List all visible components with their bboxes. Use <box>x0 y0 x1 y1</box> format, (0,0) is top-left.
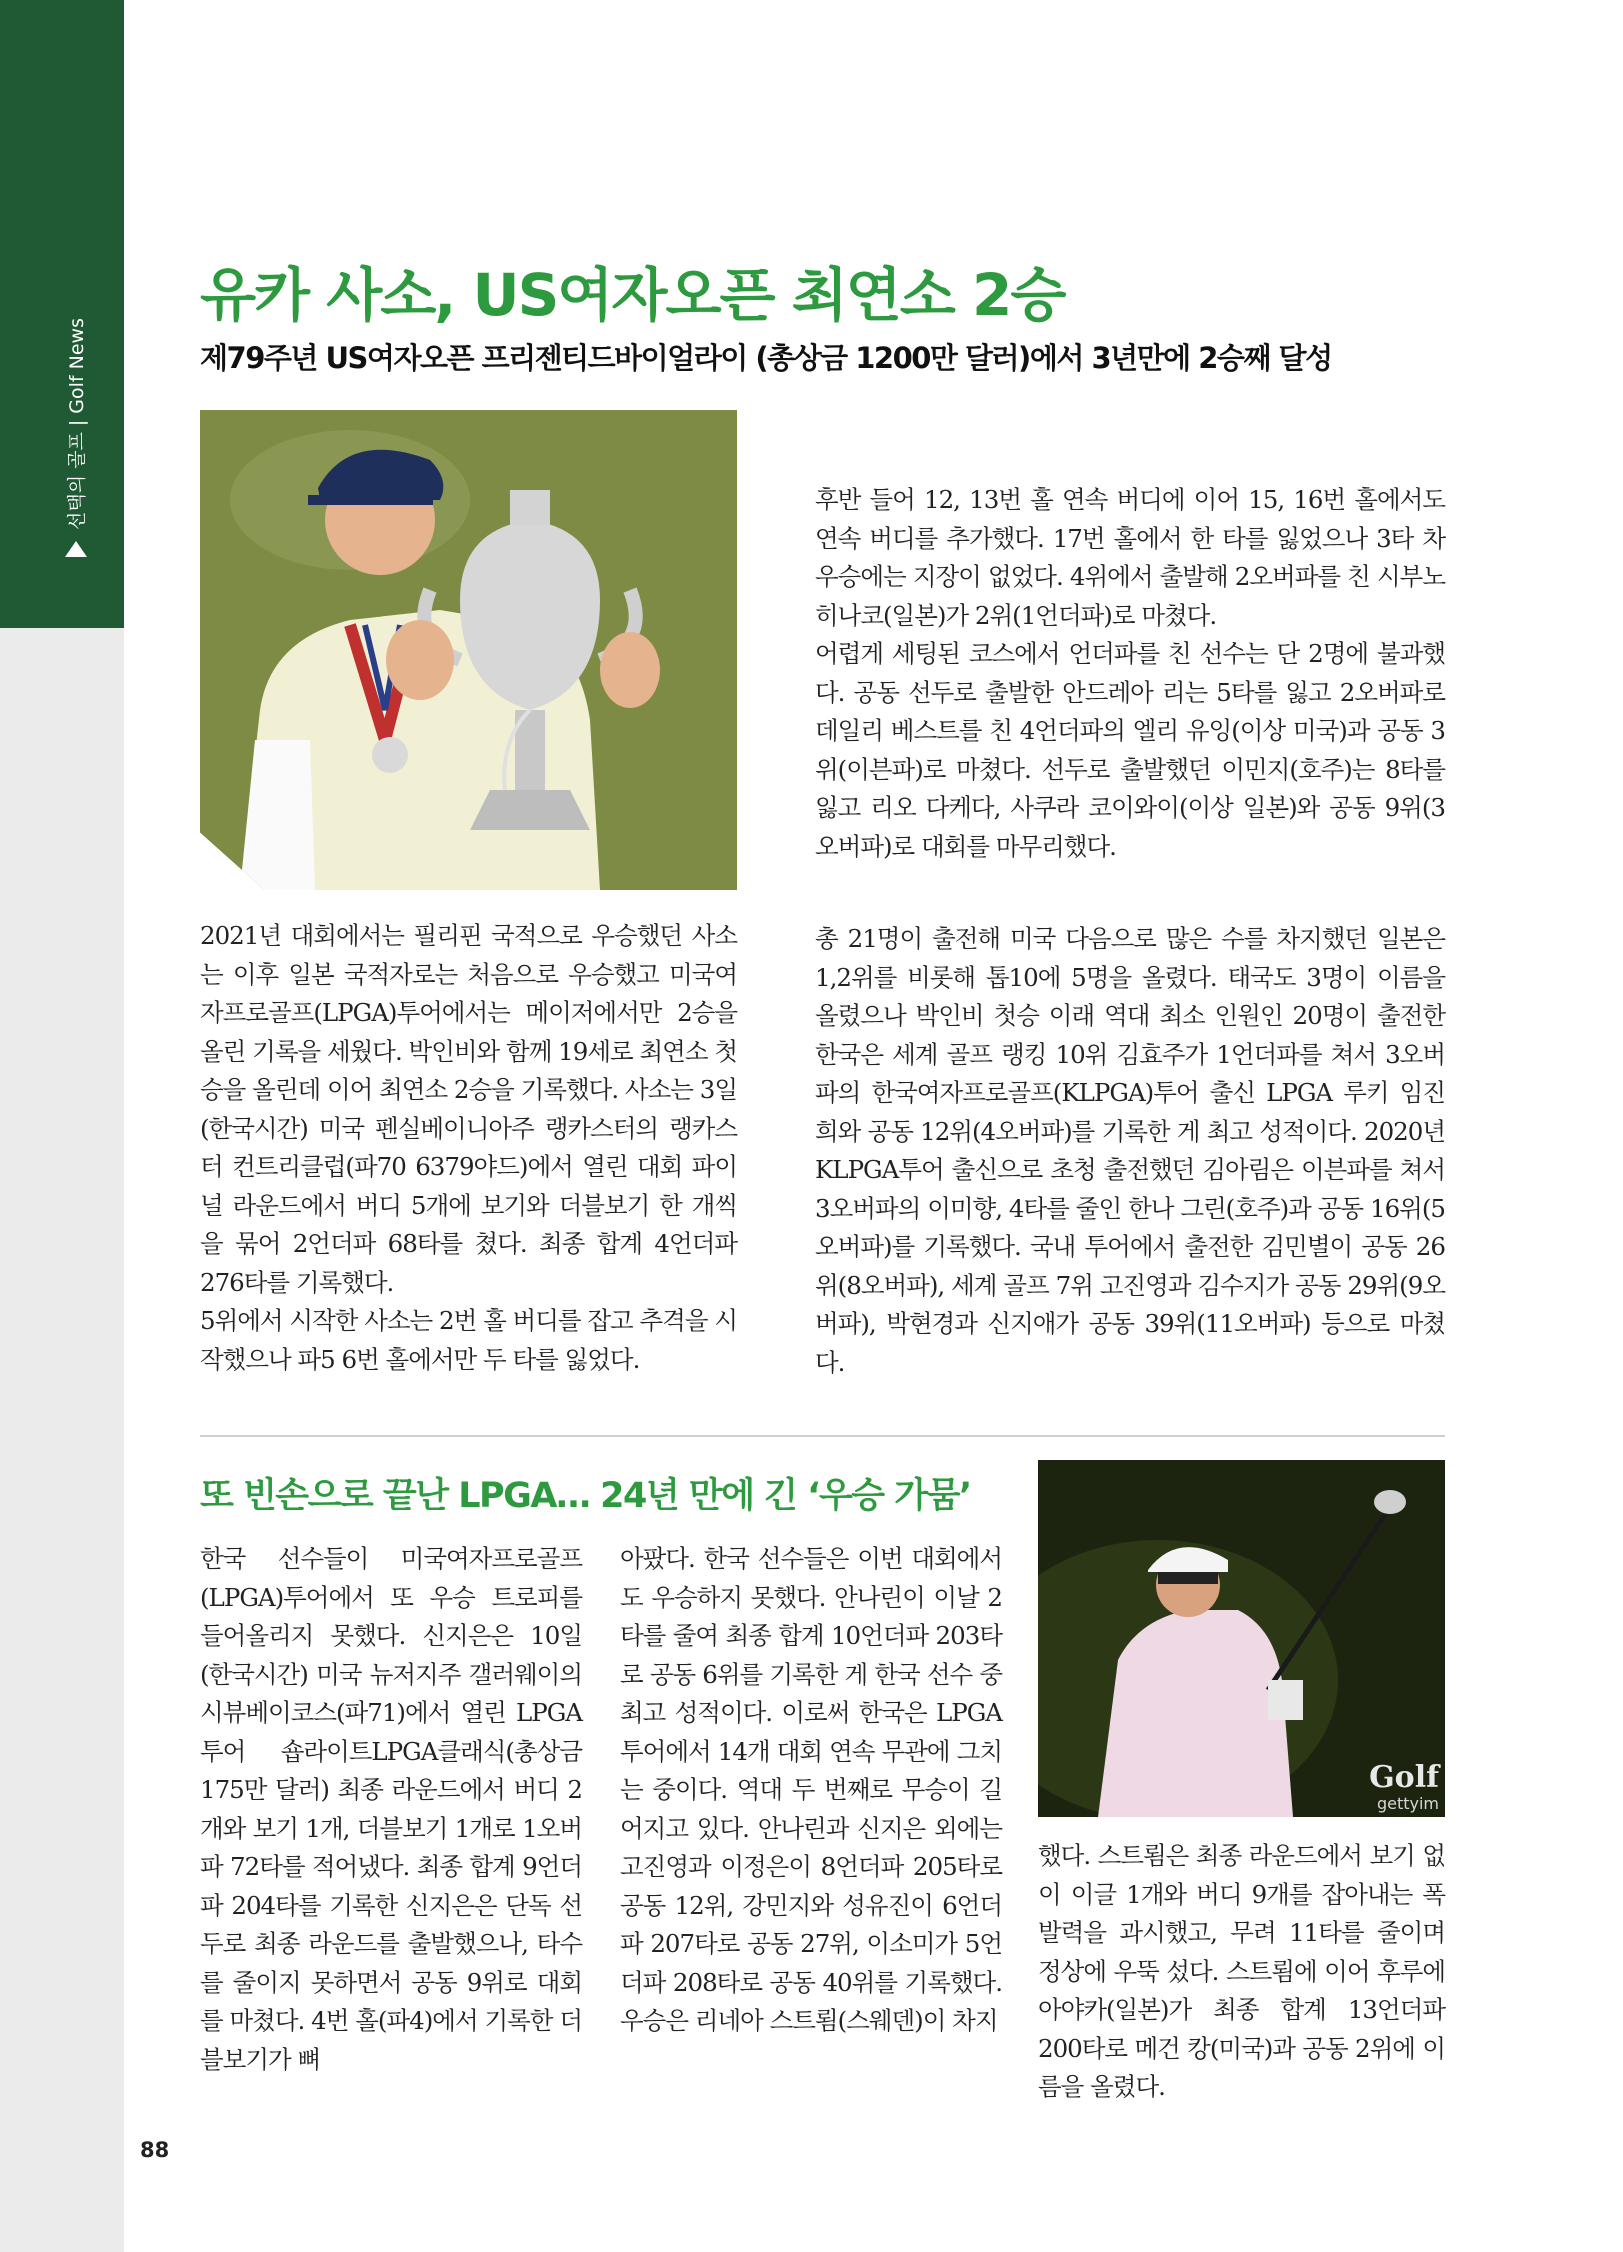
section-label-text: 선택의 골프 | Golf News <box>66 318 88 530</box>
photo-watermark: Golf <box>1369 1760 1439 1795</box>
article1-right-column-1: 후반 들어 12, 13번 홀 연속 버디에 이어 15, 16번 홀에서도 연속 버디를 추가했다. 17번 홀에서 한 타를 잃었으나 3타 차 우승에는 지장이 없었다. 4위에서 출발해 2오버파를 친 시부노 히나코(일본)가 2위(1언더파)로 마쳤다. 어렵게 세팅된 코스에서 언더파를 친 선수는 단 2명에 불과했다. 공동 선두로 출발한 안드레아 리는 5타를 잃고 2오버파로 데일리 베스트를 친 4언더파의 엘리 유잉(이상 미국)과 공동 3위(이븐파)로 마쳤다. 선두로 출발했던 이민지(호주)는 8타를 잃고 리오 다케다, 사쿠라 코이와이(이상 일본)와 공동 9위(3오버파)로 대회를 마무리했다. <box>815 485 1445 861</box>
page-number: 88 <box>140 2138 170 2162</box>
article2-column-b: 아팠다. 한국 선수들은 이번 대회에서도 우승하지 못했다. 안나린이 이날 2타를 줄여 최종 합계 10언더파 203타로 공동 6위를 기록한 게 한국 선수 중 최고 성적이다. 이로써 한국은 LPGA투어에서 14개 대회 연속 무관에 그치는 중이다. 역대 두 번째로 무승이 길어지고 있다. 안나린과 신지은 외에는 고진영과 이정은이 8언더파 205타로 공동 12위, 강민지와 성유진이 6언더파 207타로 공동 27위, 이소미가 5언더파 208타로 공동 40위를 기록했다. 우승은 리네아 스트룀(스웨덴)이 차지 <box>620 1544 1002 2035</box>
section-divider <box>200 1435 1445 1437</box>
triangle-icon <box>65 541 87 557</box>
golfer-swing-photo <box>1038 1460 1445 1817</box>
article2-column-c: 했다. 스트룀은 최종 라운드에서 보기 없이 이글 1개와 버디 9개를 잡아내는 폭발력을 과시했고, 무려 11타를 줄이며 정상에 우뚝 섰다. 스트룀에 이어 후루에 아야카(일본)가 최종 합계 13언더파 200타로 메건 캉(미국)과 공동 2위에 이름을 올렸다. <box>1038 1841 1445 2101</box>
section-label <box>62 318 89 560</box>
trophy-photo <box>200 410 737 890</box>
article1-right-column-2: 총 21명이 출전해 미국 다음으로 많은 수를 차지했던 일본은 1,2위를 비롯해 톱10에 5명을 올렸다. 태국도 3명이 이름을 올렸으나 박인비 첫승 이래 역대 최소 인원인 20명이 출전한 한국은 세계 골프 랭킹 10위 김효주가 1언더파를 쳐서 3오버파의 한국여자프로골프(KLPGA)투어 출신 LPGA 루키 임진희와 공동 12위(4오버파)를 기록한 게 최고 성적이다. 2020년 KLPGA투어 출신으로 초청 출전했던 김아림은 이븐파를 쳐서 3오버파의 이미향, 4타를 줄인 한나 그린(호주)과 공동 16위(5오버파)를 기록했다. 국내 투어에서 출전한 김민별이 공동 26위(8오버파), 세계 골프 7위 고진영과 김수지가 공동 29위(9오버파), 박현경과 신지애가 공동 39위(11오버파) 등으로 마쳤다. <box>815 924 1445 1377</box>
section-tab <box>0 0 124 628</box>
trophy-photo-art <box>200 410 737 890</box>
photo-credit: gettyim <box>1376 1794 1439 1813</box>
article2-title: 또 빈손으로 끝난 LPGA… 24년 만에 긴 ‘우승 가뭄’ <box>200 1476 971 1516</box>
article-title: 유카 사소, US여자오픈 최연소 2승 <box>200 261 1065 329</box>
article-subtitle: 제79주년 US여자오픈 프리젠티드바이얼라이 (총상금 1200만 달러)에서 3년만에 2승째 달성 <box>200 341 1332 375</box>
article2-column-a: 한국 선수들이 미국여자프로골프(LPGA)투어에서 또 우승 트로피를 들어올리지 못했다. 신지은은 10일(한국시간) 미국 뉴저지주 갤러웨이의 시뷰베이코스(파71)에서 열린 LPGA투어 숍라이트LPGA클래식(총상금 175만 달러) 최종 라운드에서 버디 2개와 보기 1개, 더블보기 1개로 1오버파 72타를 적어냈다. 최종 합계 9언더파 204타를 기록한 신지은은 단독 선두로 최종 라운드를 출발했으나, 타수를 줄이지 못하면서 공동 9위로 대회를 마쳤다. 4번 홀(파4)에서 기록한 더블보기가 뼈 <box>200 1544 582 2074</box>
article1-left-column: 2021년 대회에서는 필리핀 국적으로 우승했던 사소는 이후 일본 국적자로는 처음으로 우승했고 미국여자프로골프(LPGA)투어에서는 메이저에서만 2승을 올린 기록을 세웠다. 박인비와 함께 19세로 최연소 첫승을 올린데 이어 최연소 2승을 기록했다. 사소는 3일(한국시간) 미국 펜실베이니아주 랭카스터의 랭카스터 컨트리클럽(파70 6379야드)에서 열린 대회 파이널 라운드에서 버디 5개에 보기와 더블보기 한 개씩을 묶어 2언더파 68타를 쳤다. 최종 합계 4언더파 276타를 기록했다. 5위에서 시작한 사소는 2번 홀 버디를 잡고 추격을 시작했으나 파5 6번 홀에서만 두 타를 잃었다. <box>200 921 737 1374</box>
